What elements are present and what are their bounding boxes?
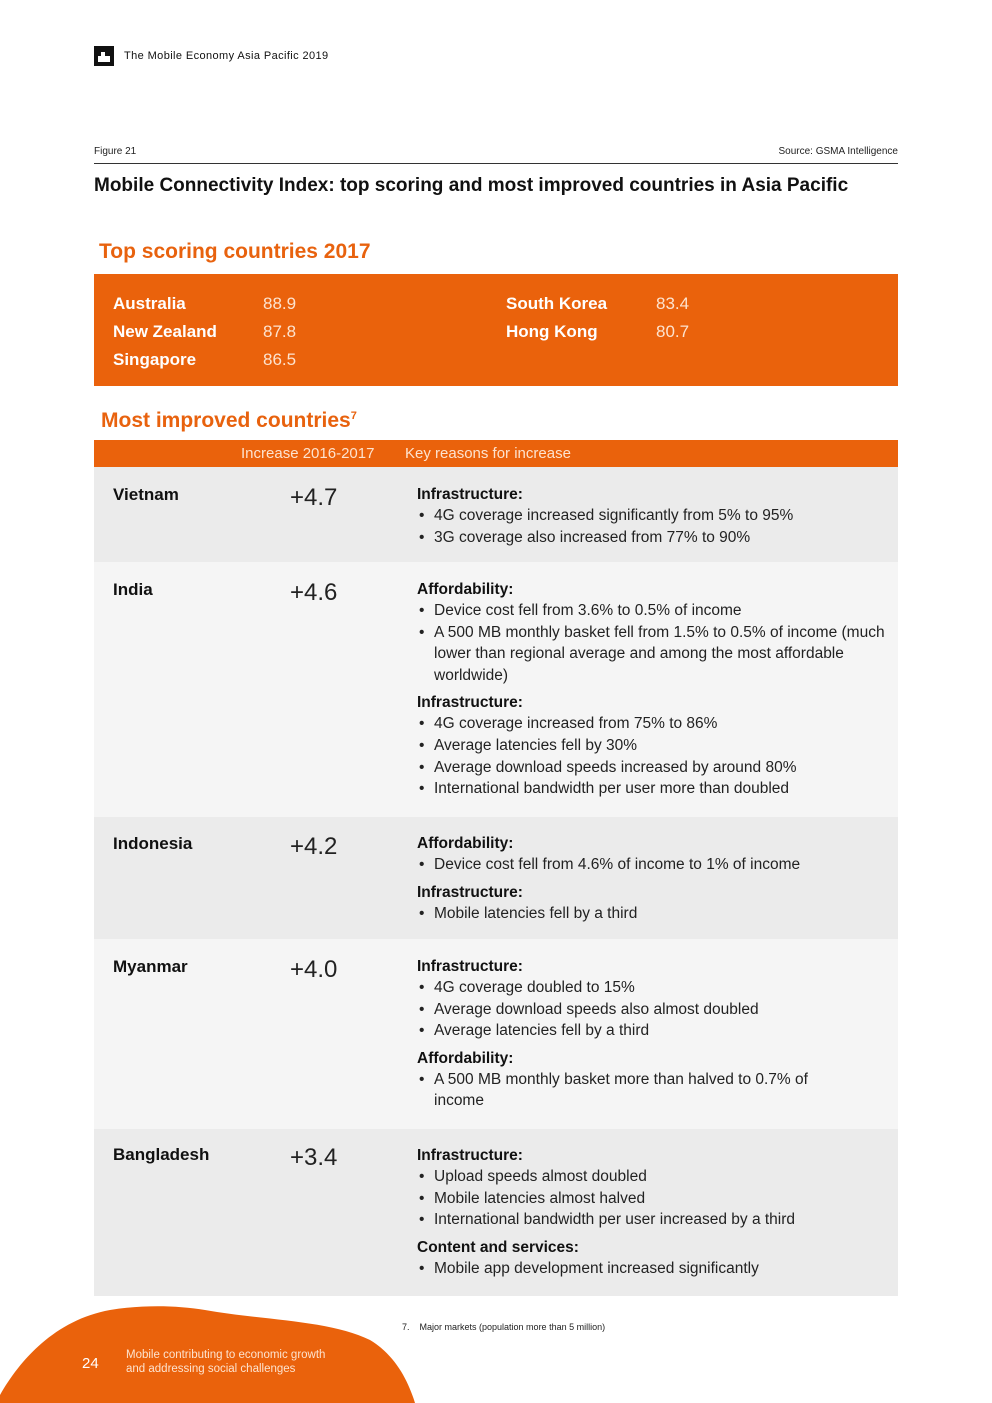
reason-bullet: • International bandwidth per user more than doubled	[417, 778, 887, 800]
footer-section-title	[126, 1348, 386, 1376]
table-row	[94, 939, 898, 1129]
figure-title: Mobile Connectivity Index: top scoring and most improved countries in Asia Pacific	[94, 175, 849, 196]
table-row	[94, 1129, 898, 1296]
reasons	[417, 484, 887, 554]
top-item	[506, 322, 689, 342]
reasons	[417, 1145, 887, 1285]
reason-bullet: • Average download speeds also almost doubled	[417, 999, 837, 1021]
increase-value: +4.6	[290, 579, 338, 606]
reason-bullet: • Average download speeds increased by around 80%	[417, 757, 887, 779]
top-item	[113, 294, 296, 314]
figure-source: Source: GSMA Intelligence	[778, 146, 898, 157]
top-score: 88.9	[263, 294, 297, 313]
footer-line: and addressing social challenges	[126, 1363, 296, 1375]
reason-group-title: Content and services:	[417, 1238, 579, 1256]
reason-group	[417, 882, 887, 925]
country-name: Bangladesh	[113, 1145, 210, 1164]
reason-bullet: • Device cost fell from 3.6% to 0.5% of income	[417, 600, 887, 622]
reason-bullet: • A 500 MB monthly basket more than halved to 0.7% of income	[417, 1069, 837, 1112]
reason-group-title: Infrastructure:	[417, 486, 523, 503]
page-number: 24	[82, 1355, 99, 1372]
reason-group-title: Affordability:	[417, 835, 514, 852]
footer-line: Mobile contributing to economic growth	[126, 1349, 326, 1361]
reasons	[417, 579, 887, 806]
reason-group	[417, 833, 887, 876]
country-name: India	[113, 580, 153, 599]
reason-bullet: • 3G coverage also increased from 77% to 90%	[417, 527, 887, 549]
top-country: Hong Kong	[506, 322, 598, 341]
top-item	[113, 350, 296, 370]
reason-group	[417, 579, 887, 686]
increase-value: +4.2	[290, 833, 338, 860]
footnote-number: 7.	[402, 1322, 410, 1332]
top-scoring-heading: Top scoring countries 2017	[99, 240, 371, 263]
increase-value: +4.0	[290, 956, 338, 983]
reason-bullet: • Upload speeds almost doubled	[417, 1166, 887, 1188]
publication-title: The Mobile Economy Asia Pacific 2019	[124, 50, 329, 62]
top-scoring-panel	[94, 274, 898, 386]
footnote-ref: 7	[350, 410, 357, 422]
reason-group	[417, 692, 887, 799]
top-item	[506, 294, 689, 314]
col-reasons-header: Key reasons for increase	[405, 445, 571, 462]
reason-bullet: • Mobile latencies almost halved	[417, 1188, 887, 1210]
most-improved-heading	[101, 409, 357, 433]
top-score: 80.7	[656, 322, 690, 341]
reason-bullet: • 4G coverage increased from 75% to 86%	[417, 713, 887, 735]
col-increase-header: Increase 2016-2017	[241, 445, 375, 462]
reason-bullet: • Mobile app development increased significantly	[417, 1258, 887, 1280]
top-country: South Korea	[506, 294, 608, 313]
footnote	[402, 1322, 605, 1332]
top-item	[113, 322, 296, 342]
table-row	[94, 467, 898, 562]
reason-bullet: • A 500 MB monthly basket fell from 1.5% to 0.5% of income (much lower than regional average and among the most affordable worldwide)	[417, 622, 887, 687]
gsma-logo-icon	[94, 46, 114, 66]
reason-group-title: Infrastructure:	[417, 694, 523, 712]
country-name: Vietnam	[113, 485, 179, 504]
top-score: 86.5	[263, 350, 297, 369]
reason-bullet: • Mobile latencies fell by a third	[417, 903, 887, 925]
most-improved-heading-text: Most improved countries	[101, 409, 351, 432]
top-country: New Zealand	[113, 322, 217, 341]
reason-group-title: Infrastructure:	[417, 1147, 523, 1164]
reason-bullet: • Average latencies fell by 30%	[417, 735, 887, 757]
reasons	[417, 833, 887, 930]
increase-value: +4.7	[290, 484, 338, 511]
top-country: Singapore	[113, 350, 197, 369]
reason-group-title: Affordability:	[417, 581, 514, 598]
footnote-text: Major markets (population more than 5 million)	[419, 1322, 606, 1332]
table-header	[94, 440, 898, 467]
reason-bullet: • 4G coverage doubled to 15%	[417, 977, 837, 999]
reason-bullet: • Device cost fell from 4.6% of income to 1% of income	[417, 854, 887, 876]
reason-group	[417, 1237, 887, 1280]
reason-group	[417, 1145, 887, 1231]
reason-bullet: • Average latencies fell by a third	[417, 1020, 837, 1042]
reason-bullet: • International bandwidth per user increased by a third	[417, 1209, 887, 1231]
increase-value: +3.4	[290, 1144, 338, 1171]
top-country: Australia	[113, 294, 186, 313]
reasons	[417, 956, 837, 1118]
reason-group-title: Infrastructure:	[417, 883, 523, 901]
reason-group	[417, 1048, 837, 1112]
top-score: 87.8	[263, 322, 297, 341]
reason-group-title: Infrastructure:	[417, 958, 523, 975]
reason-group	[417, 484, 887, 548]
figure-caption-row	[94, 146, 898, 164]
figure-label: Figure 21	[94, 146, 137, 157]
reason-group-title: Affordability:	[417, 1049, 514, 1067]
reason-bullet: • 4G coverage increased significantly from 5% to 95%	[417, 505, 887, 527]
top-score: 83.4	[656, 294, 690, 313]
page-header	[94, 46, 329, 66]
country-name: Indonesia	[113, 834, 193, 853]
reason-group	[417, 956, 837, 1042]
table-row	[94, 562, 898, 817]
country-name: Myanmar	[113, 957, 188, 976]
table-row	[94, 817, 898, 939]
